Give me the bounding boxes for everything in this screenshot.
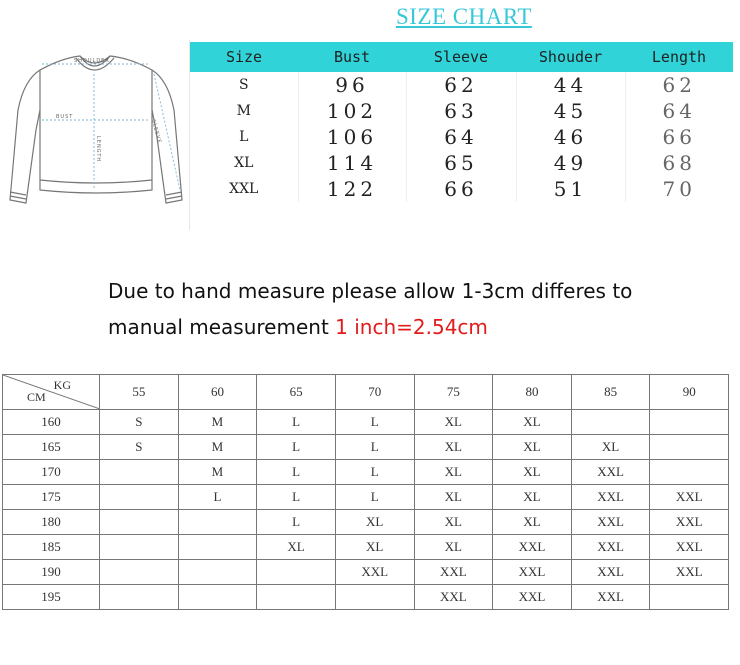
size-recommendation-cell: XXL [493,585,572,610]
size-recommendation-cell [650,460,729,485]
sleeve-cell: 64 [406,124,516,150]
size-recommendation-cell: XXL [650,535,729,560]
weight-header-cell: 70 [335,375,414,410]
size-chart-header-row [190,42,733,72]
height-cell: 165 [3,435,100,460]
weight-header-cell: 55 [100,375,179,410]
size-recommendation-cell: XXL [571,560,650,585]
corner-kg: KG [53,378,71,392]
length-cell: 70 [625,176,733,202]
header-bust: Bust [298,42,406,72]
size-chart-table [190,42,733,202]
size-recommendation-cell: XL [414,535,493,560]
size-recommendation-cell [650,585,729,610]
size-chart-row [190,150,733,176]
height-row [3,510,729,535]
sleeve-cell: 65 [406,150,516,176]
bust-cell: 114 [298,150,406,176]
size-recommendation-cell: XL [414,410,493,435]
height-row [3,560,729,585]
size-recommendation-cell: XL [335,535,414,560]
size-cell: XXL [229,181,259,197]
weight-header-cell: 85 [571,375,650,410]
size-cell: M [236,103,251,119]
bust-cell: 96 [298,72,406,98]
size-recommendation-cell: XL [493,410,572,435]
corner-diagonal [3,375,100,409]
size-recommendation-cell: S [100,435,179,460]
size-recommendation-cell: L [335,460,414,485]
size-recommendation-cell: L [257,510,336,535]
bust-cell: 106 [298,124,406,150]
corner-cm: CM [27,390,46,404]
size-recommendation-cell [100,585,179,610]
height-cell: 160 [3,410,100,435]
size-recommendation-cell: XL [335,510,414,535]
size-cell: S [238,77,249,93]
size-recommendation-cell: XXL [650,510,729,535]
size-recommendation-cell: XXL [650,560,729,585]
size-recommendation-cell: XL [257,535,336,560]
size-chart-row [190,98,733,124]
header-length: Length [625,42,733,72]
size-recommendation-cell [335,585,414,610]
size-recommendation-cell: XXL [571,460,650,485]
size-recommendation-cell: XXL [335,560,414,585]
size-chart-row [190,124,733,150]
weight-header-cell: 80 [493,375,572,410]
size-recommendation-cell: XL [493,460,572,485]
size-recommendation-cell [571,410,650,435]
size-recommendation-cell: L [178,485,257,510]
weight-header-row [3,375,729,410]
size-recommendation-cell: XL [571,435,650,460]
weight-height-table [2,374,729,610]
height-row [3,460,729,485]
size-recommendation-cell: XXL [571,585,650,610]
sleeve-cell: 63 [406,98,516,124]
height-cell: 175 [3,485,100,510]
height-cell: 195 [3,585,100,610]
size-recommendation-cell: XL [414,485,493,510]
size-recommendation-cell [100,560,179,585]
size-recommendation-cell [100,510,179,535]
height-row [3,435,729,460]
shoulder-label: SHOULDER [74,58,110,64]
bust-cell: 122 [298,176,406,202]
height-row [3,410,729,435]
size-recommendation-cell [257,560,336,585]
height-cell: 190 [3,560,100,585]
size-recommendation-cell: S [100,410,179,435]
size-recommendation-cell [650,410,729,435]
size-recommendation-cell: XXL [414,560,493,585]
size-recommendation-cell: XL [493,485,572,510]
size-recommendation-cell: XXL [493,535,572,560]
size-recommendation-cell [650,435,729,460]
shoulder-cell: 49 [516,150,625,176]
bust-cell: 102 [298,98,406,124]
sweater-diagram [2,40,188,230]
sleeve-cell: 66 [406,176,516,202]
size-recommendation-cell: XXL [493,560,572,585]
size-recommendation-cell: M [178,435,257,460]
size-recommendation-cell [100,460,179,485]
shoulder-cell: 46 [516,124,625,150]
length-cell: 66 [625,124,733,150]
size-recommendation-cell: XXL [414,585,493,610]
size-recommendation-cell [257,585,336,610]
height-cell: 185 [3,535,100,560]
note-line-1: Due to hand measure please allow 1-3cm differes to [108,279,633,303]
size-recommendation-cell: L [257,435,336,460]
bust-label: BUST [56,114,74,120]
height-row [3,535,729,560]
shoulder-cell: 44 [516,72,625,98]
weight-header-cell: 75 [414,375,493,410]
size-chart-row [190,176,733,202]
length-cell: 62 [625,72,733,98]
size-recommendation-cell [178,535,257,560]
size-recommendation-cell: XL [414,435,493,460]
size-recommendation-cell: L [257,460,336,485]
note-line-2-text: manual measurement [108,315,336,339]
shoulder-cell: 45 [516,98,625,124]
header-size: Size [190,42,298,72]
sleeve-cell: 62 [406,72,516,98]
weight-header-cell: 65 [257,375,336,410]
size-recommendation-cell: L [257,410,336,435]
size-recommendation-cell: XL [493,435,572,460]
size-recommendation-cell: XXL [571,510,650,535]
size-recommendation-cell: L [257,485,336,510]
shoulder-cell: 51 [516,176,625,202]
corner-cell [3,375,100,410]
size-recommendation-cell: M [178,410,257,435]
size-cell: L [239,129,249,145]
size-cell: XL [234,155,254,171]
size-chart-title: SIZE CHART [396,4,532,29]
size-recommendation-cell: XXL [571,485,650,510]
header-shoulder: Shouder [516,42,625,72]
note-highlight: 1 inch=2.54cm [335,315,488,339]
weight-header-cell: 60 [178,375,257,410]
height-row [3,585,729,610]
height-cell: 170 [3,460,100,485]
length-label: LENGTH [95,136,101,163]
size-recommendation-cell [100,535,179,560]
length-cell: 64 [625,98,733,124]
size-recommendation-cell [178,510,257,535]
height-row [3,485,729,510]
size-recommendation-cell: XL [414,460,493,485]
sleeve-label: SLEEVE [150,118,163,145]
size-recommendation-cell: XL [414,510,493,535]
size-recommendation-cell: M [178,460,257,485]
size-recommendation-cell: L [335,485,414,510]
note-line-2 [108,309,632,345]
size-recommendation-cell: L [335,435,414,460]
size-recommendation-cell: XXL [571,535,650,560]
size-recommendation-cell [178,585,257,610]
size-recommendation-cell: XL [493,510,572,535]
header-sleeve: Sleeve [406,42,516,72]
length-cell: 68 [625,150,733,176]
size-recommendation-cell [100,485,179,510]
size-recommendation-cell [178,560,257,585]
weight-header-cell: 90 [650,375,729,410]
size-recommendation-cell: XXL [650,485,729,510]
size-recommendation-cell: L [335,410,414,435]
height-cell: 180 [3,510,100,535]
size-chart-row [190,72,733,98]
measurement-note [108,273,632,345]
